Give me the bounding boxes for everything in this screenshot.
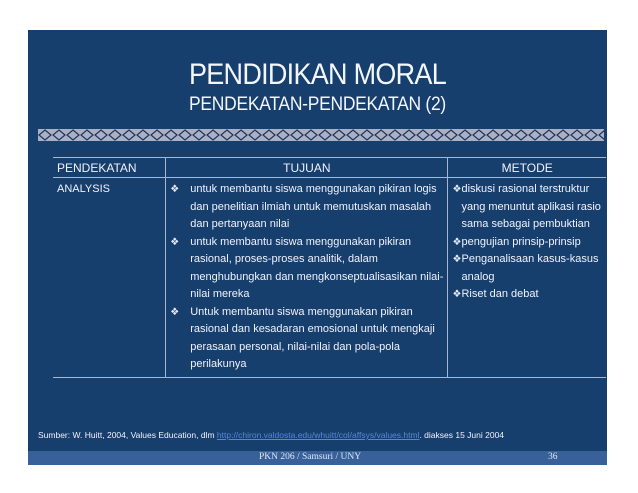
diamond-bullet-icon: ❖	[170, 236, 180, 248]
diamond-bullet-icon: ❖	[170, 184, 180, 195]
diamond-bullet-icon: ❖	[452, 184, 462, 195]
footer-text: PKN 206 / Samsuri / UNY	[259, 452, 362, 462]
metode-item	[452, 286, 602, 304]
metode-text: Riset dan debat	[461, 288, 539, 300]
diamond-band-icon	[38, 129, 604, 141]
approach-table	[53, 157, 606, 378]
decorative-diamond-band	[38, 129, 604, 141]
metode-text: Penganalisaan kasus-kasus analog	[461, 253, 599, 283]
diamond-bullet-icon: ❖	[452, 254, 462, 265]
source-link[interactable]: http://chiron.valdosta.edu/whuitt/col/affsys/values.html	[216, 430, 420, 440]
table-row	[53, 178, 606, 378]
slide	[28, 30, 607, 465]
cell-tujuan	[166, 178, 448, 378]
cell-metode	[448, 178, 606, 378]
source-citation	[38, 430, 504, 440]
metode-item	[452, 234, 602, 252]
diamond-bullet-icon: ❖	[170, 306, 180, 318]
metode-text: diskusi rasional terstruktur yang menuntut aplikasi rasio sama sebagai pembuktian	[461, 183, 601, 230]
metode-item	[452, 181, 602, 234]
tujuan-item	[170, 304, 443, 374]
page-number: 36	[548, 452, 558, 462]
tujuan-text: untuk membantu siswa menggunakan pikiran logis dan penelitian ilmiah untuk memutuskan masalah dan pertanyaan nilai	[190, 183, 437, 230]
diamond-bullet-icon: ❖	[452, 289, 462, 300]
footer-bar	[28, 451, 607, 465]
tujuan-text: untuk membantu siswa menggunakan pikiran rasional, proses-proses analitik, dalam menghubungkan dan mengkonseptualisasikan nilai-nilai mereka	[190, 235, 444, 300]
table-header-row	[53, 158, 606, 178]
header-pendekatan: PENDEKATAN	[53, 158, 166, 178]
source-prefix: Sumber: W. Huitt, 2004, Values Education, dlm	[38, 430, 217, 440]
metode-text: pengujian prinsip-prinsip	[461, 235, 581, 248]
tujuan-item	[170, 181, 443, 234]
tujuan-item	[170, 234, 443, 304]
slide-subtitle: PENDEKATAN-PENDEKATAN (2)	[189, 94, 446, 115]
diamond-bullet-icon: ❖	[452, 236, 462, 248]
slide-title: PENDIDIKAN MORAL	[188, 58, 447, 91]
cell-pendekatan: ANALYSIS	[57, 183, 110, 195]
metode-item	[452, 251, 602, 286]
header-metode: METODE	[448, 158, 606, 178]
tujuan-text: Untuk membantu siswa menggunakan pikiran rasional dan kesadaran emosional untuk mengkaji perasaan personal, nilai-nilai dan pola-pola perilakunya	[190, 305, 435, 370]
source-suffix: . diakses 15 Juni 2004	[419, 430, 505, 440]
header-tujuan: TUJUAN	[166, 158, 448, 178]
